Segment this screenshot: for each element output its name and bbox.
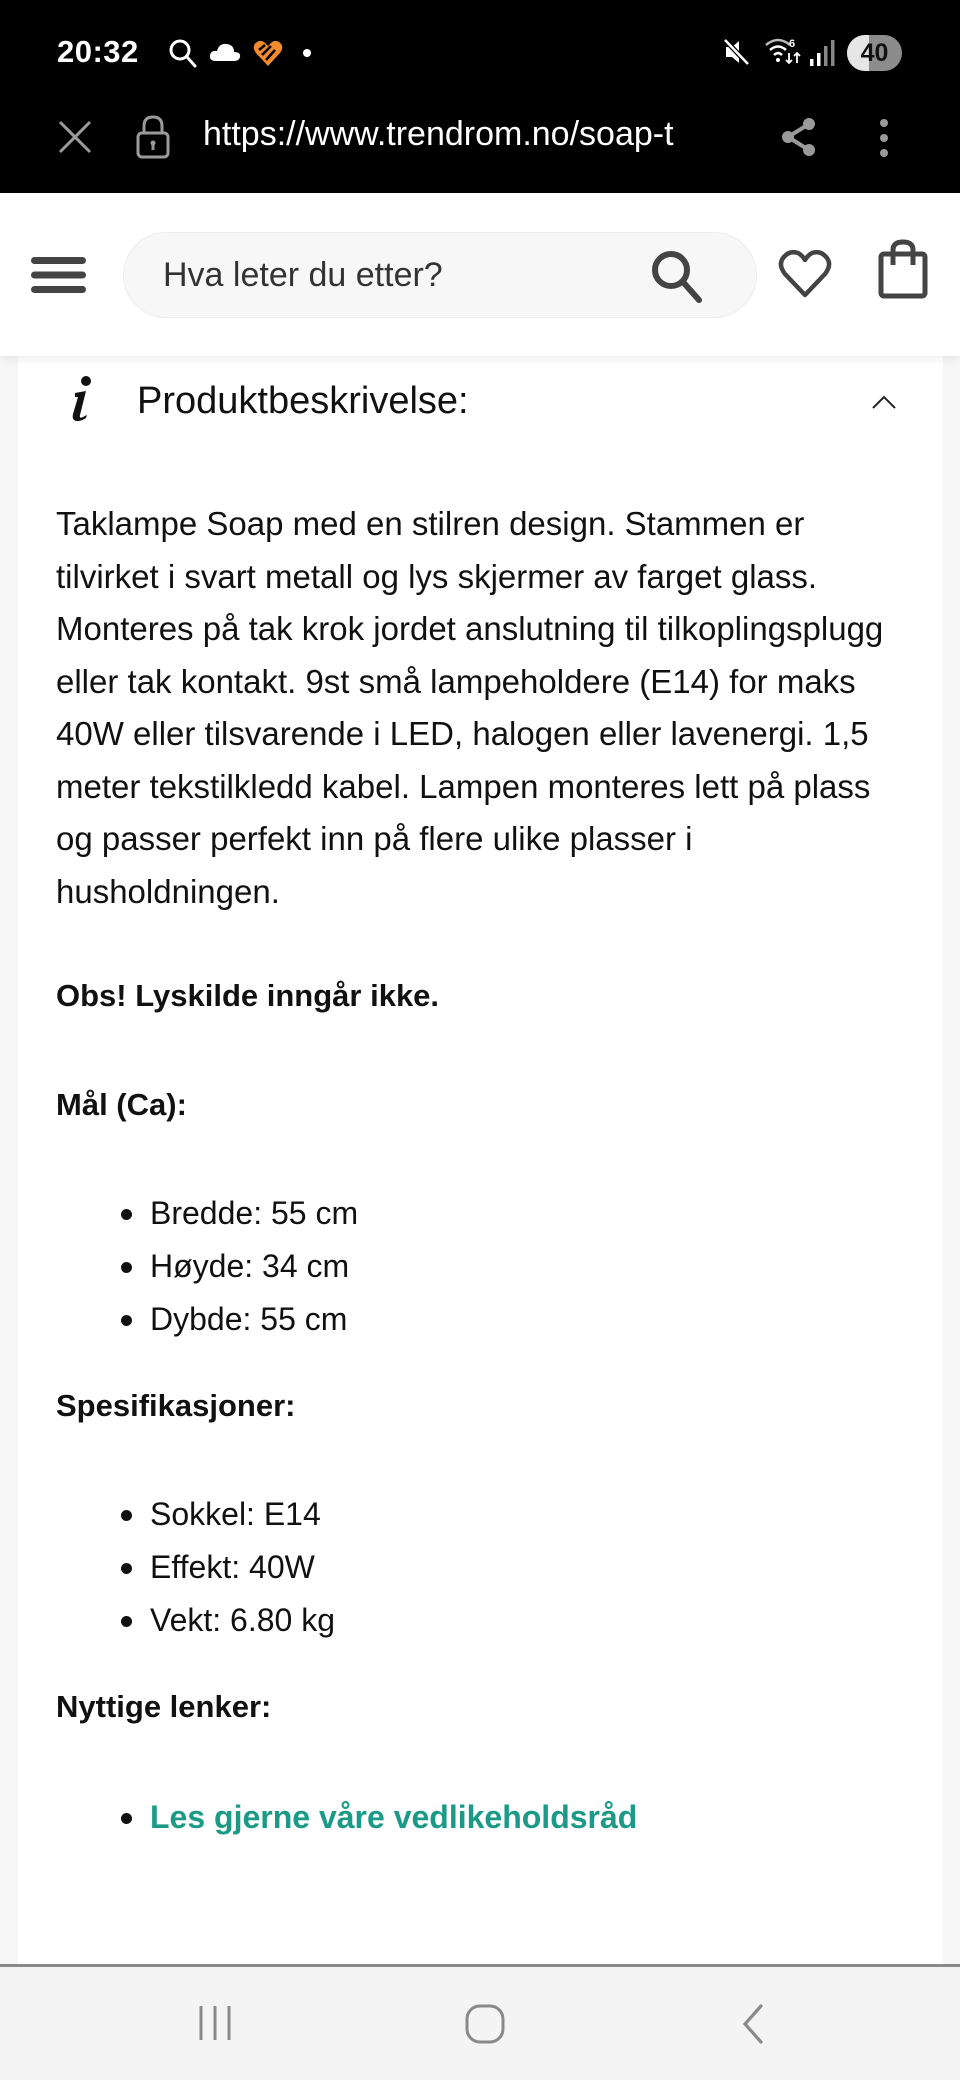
specifications-list [56, 1488, 335, 1647]
svg-text:6: 6 [789, 38, 796, 50]
signal-icon [808, 39, 838, 67]
mute-icon [722, 37, 752, 67]
list-item: Høyde: 34 cm [56, 1240, 358, 1293]
close-icon[interactable] [56, 118, 94, 156]
wifi-6-icon [764, 35, 804, 67]
product-description-accordion [18, 356, 943, 1964]
site-header [0, 193, 960, 356]
status-time: 20:32 [57, 34, 139, 69]
shopping-bag-icon[interactable] [878, 239, 928, 299]
more-vert-icon[interactable] [874, 118, 894, 158]
accordion-header[interactable] [18, 356, 943, 466]
recent-apps-icon[interactable] [195, 2003, 235, 2043]
notification-dot-icon [302, 48, 312, 58]
list-item: Vekt: 6.80 kg [56, 1594, 335, 1647]
light-source-notice: Obs! Lyskilde inngår ikke. [56, 978, 440, 1013]
product-description: Taklampe Soap med en stilren design. Stammen er tilvirket i svart metall og lys skjermer av farget glass. Monteres på tak krok jordet anslutning til tilkoplingsplugg eller tak kontakt. 9st små lampeholdere (E14) for maks 40W eller tilsvarende i LED, halogen eller lavenergi. 1,5 meter tekstilkledd kabel. Lampen monteres lett på plass og passer perfekt inn på flere ulike plasser i husholdningen. [56, 505, 884, 910]
specifications-heading: Spesifikasjoner: [56, 1388, 296, 1423]
url-field[interactable]: https://www.trendrom.no/soap-t [203, 115, 674, 153]
list-item: Dybde: 55 cm [56, 1293, 358, 1346]
search-icon [168, 38, 198, 70]
battery-percent: 40 [860, 39, 889, 67]
hamburger-menu-icon[interactable] [30, 256, 87, 294]
search-input[interactable] [163, 233, 643, 317]
list-item [56, 1791, 637, 1844]
search-icon[interactable] [649, 248, 707, 306]
heart-app-icon [252, 38, 284, 68]
list-item: Effekt: 40W [56, 1541, 335, 1594]
lock-icon [135, 114, 171, 160]
battery-indicator [847, 35, 902, 71]
search-bar[interactable] [123, 232, 757, 318]
home-icon[interactable] [464, 2003, 506, 2045]
accordion-title: Produktbeskrivelse: [137, 380, 469, 422]
list-item: Sokkel: E14 [56, 1488, 335, 1541]
cloud-icon [208, 41, 242, 63]
info-icon [70, 375, 94, 423]
dimensions-list [56, 1187, 358, 1346]
browser-chrome [0, 0, 960, 193]
share-icon[interactable] [780, 116, 820, 158]
dimensions-heading: Mål (Ca): [56, 1087, 187, 1122]
back-icon[interactable] [737, 2003, 767, 2045]
list-item: Bredde: 55 cm [56, 1187, 358, 1240]
maintenance-advice-link[interactable]: Les gjerne våre vedlikeholdsråd [150, 1799, 638, 1835]
chevron-up-icon[interactable] [871, 394, 897, 410]
system-nav-bar [0, 1964, 960, 2080]
useful-links-heading: Nyttige lenker: [56, 1689, 272, 1724]
heart-icon[interactable] [778, 249, 832, 299]
useful-links-list [56, 1791, 637, 1844]
